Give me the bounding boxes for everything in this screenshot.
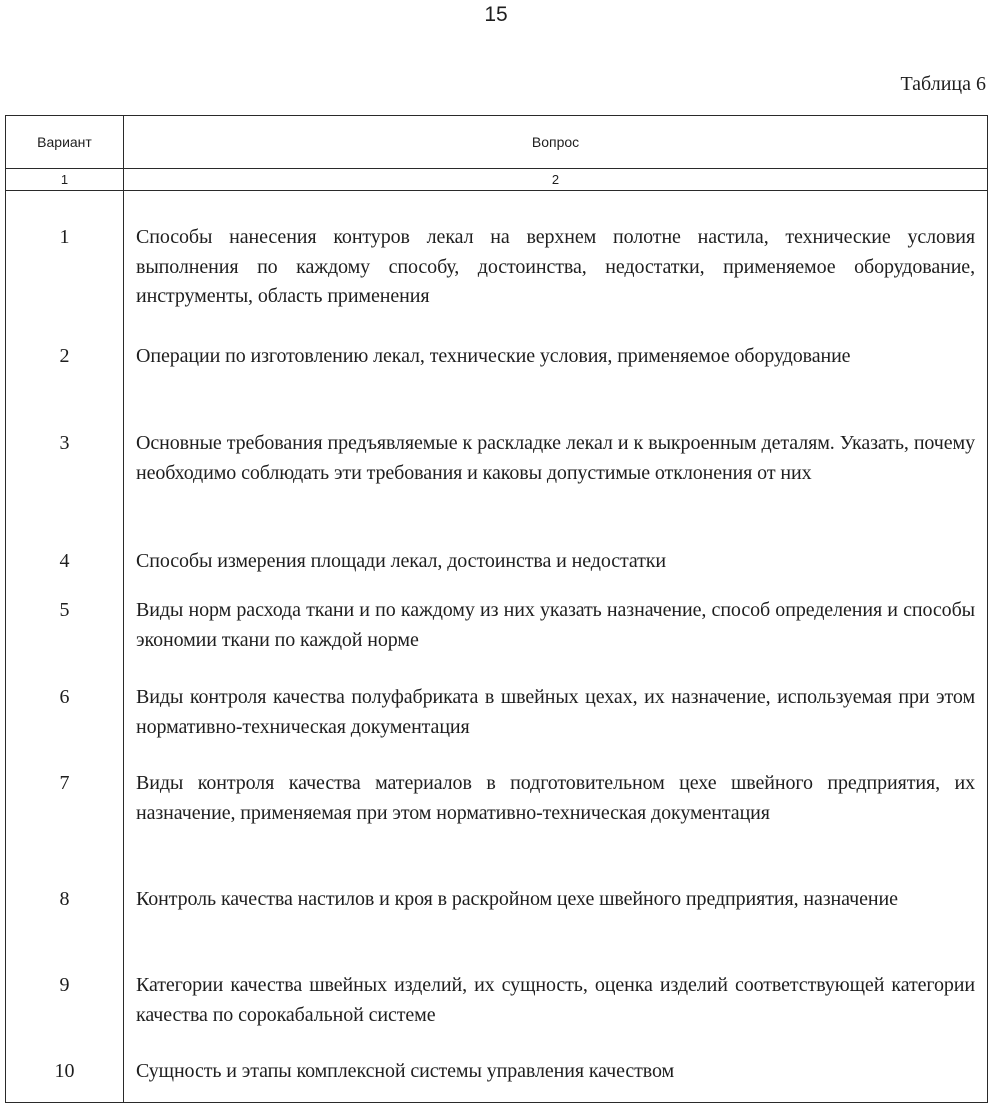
question-text: Основные требования предъявляемые к раскладке лекал и к выкроенным деталям. Указать, почему необходимо соблюдать эти требования и каковы допустимые отклонения от них bbox=[136, 432, 975, 484]
variant-number: 7 bbox=[59, 772, 70, 794]
header-cell-question bbox=[124, 116, 987, 168]
question-text: Виды контроля качества материалов в подготовительном цехе швейного предприятия, их назначение, применяемая при этом нормативно-техническая документация bbox=[136, 772, 975, 824]
page-number: 15 bbox=[484, 3, 508, 26]
questions-table bbox=[5, 115, 988, 1103]
variant-number: 8 bbox=[59, 888, 70, 910]
question-text: Виды норм расхода ткани и по каждому из них указать назначение, способ определения и способы экономии ткани по каждой норме bbox=[136, 599, 975, 651]
variant-number: 2 bbox=[59, 345, 70, 367]
variant-number: 6 bbox=[59, 686, 70, 708]
header-variant-label: Вариант bbox=[37, 134, 92, 150]
column-number-row bbox=[6, 169, 987, 191]
column-number-1: 1 bbox=[60, 172, 69, 187]
table-caption: Таблица 6 bbox=[900, 73, 986, 95]
variant-number: 4 bbox=[59, 550, 70, 572]
column-divider bbox=[123, 191, 124, 1102]
column-number-2: 2 bbox=[551, 172, 560, 187]
question-text: Виды контроля качества полуфабриката в швейных цехах, их назначение, используемая при этом нормативно-техническая документация bbox=[136, 686, 975, 738]
column-number-cell-2 bbox=[124, 169, 987, 190]
question-text: Операции по изготовлению лекал, технические условия, применяемое оборудование bbox=[136, 345, 851, 367]
variant-number: 5 bbox=[59, 599, 70, 621]
variant-number: 9 bbox=[59, 974, 70, 996]
variant-number: 3 bbox=[59, 432, 70, 454]
variant-number: 1 bbox=[59, 226, 70, 248]
header-cell-variant bbox=[6, 116, 124, 168]
question-text: Контроль качества настилов и кроя в раскройном цехе швейного предприятия, назначение bbox=[136, 888, 898, 910]
column-number-cell-1 bbox=[6, 169, 124, 190]
question-text: Способы нанесения контуров лекал на верхнем полотне настила, технические условия выполнения по каждому способу, достоинства, недостатки, применяемое оборудование, инструменты, область применения bbox=[136, 226, 975, 307]
question-text: Способы измерения площади лекал, достоинства и недостатки bbox=[136, 550, 666, 572]
table-header-row bbox=[6, 116, 987, 169]
question-text: Сущность и этапы комплексной системы управления качеством bbox=[136, 1060, 675, 1082]
variant-number: 10 bbox=[54, 1060, 75, 1082]
header-question-label: Вопрос bbox=[531, 134, 580, 150]
question-text: Категории качества швейных изделий, их сущность, оценка изделий соответствующей категории качества по сорокабальной системе bbox=[136, 974, 975, 1026]
